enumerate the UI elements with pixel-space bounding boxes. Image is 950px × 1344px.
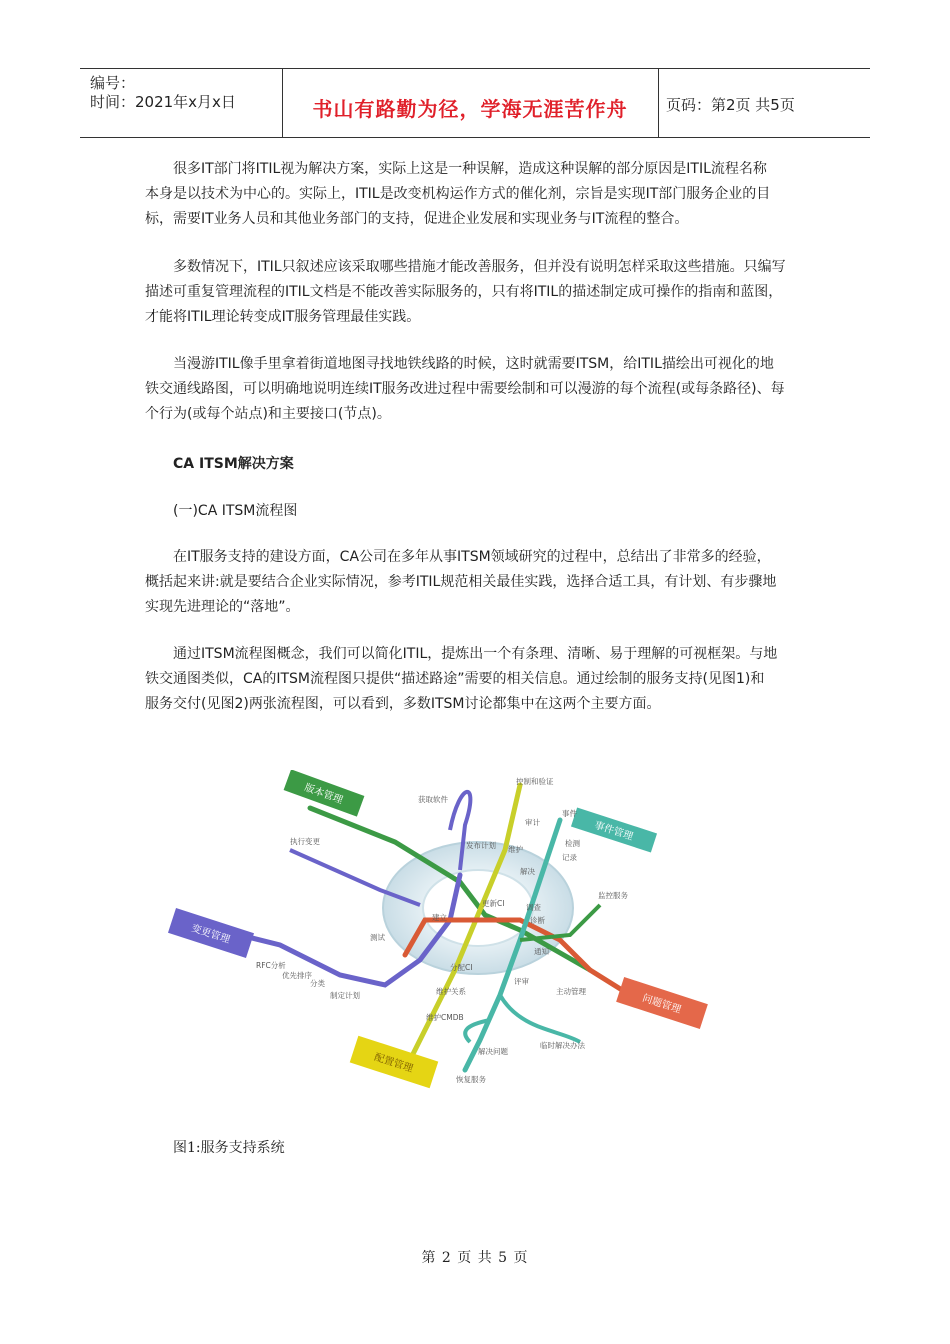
box-problem-management: [616, 977, 708, 1029]
station-label: 主动管理: [556, 987, 586, 996]
station-label: 分类: [310, 979, 325, 988]
document-number-label: 编号：: [90, 74, 136, 92]
header-page-number: 页码：第2页 共5页: [666, 96, 795, 114]
station-label: 制定计划: [330, 991, 360, 1000]
paragraph-line: 个行为(或每个站点)和主要接口(节点)。: [145, 406, 391, 422]
station-label: 分配CI: [450, 963, 473, 972]
paragraph-line: 当漫游ITIL像手里拿着街道地图寻找地铁线路的时候，这时就需要ITSM，给ITIL描绘出可视化的地: [173, 356, 774, 372]
paragraph-line: 很多IT部门将ITIL视为解决方案，实际上这是一种误解，造成这种误解的部分原因是ITIL流程名称: [173, 161, 767, 177]
station-label: 监控服务: [598, 891, 628, 900]
station-label: 评审: [514, 977, 529, 986]
station-label: 调查: [526, 903, 541, 912]
station-label: 事件: [562, 809, 577, 818]
station-label: 诊断: [530, 916, 545, 925]
header-motto-cell: [282, 69, 659, 137]
paragraph-line: 本身是以技术为中心的。实际上，ITIL是改变机构运作方式的催化剂，宗旨是实现IT部门服务企业的目: [145, 186, 771, 202]
document-time-label: 时间：2021年x月x日: [90, 93, 236, 111]
station-label: 恢复服务: [456, 1075, 486, 1084]
service-support-diagram: [160, 770, 720, 1100]
box-label: 问题管理: [640, 993, 683, 1016]
header-page-cell: [658, 69, 870, 137]
box-change-management: [168, 908, 254, 958]
paragraph-5: [145, 642, 813, 717]
station-label: 维护: [508, 845, 523, 854]
station-label: 测试: [370, 933, 385, 942]
paragraph-line: 多数情况下，ITIL只叙述应该采取哪些措施才能改善服务，但并没有说明怎样采取这些措施。只编写: [173, 259, 786, 275]
sub-heading: (一)CA ITSM流程图: [173, 503, 298, 519]
section-heading: CA ITSM解决方案: [173, 456, 294, 472]
station-label: 优先排序: [282, 971, 312, 980]
page-footer: 第 2 页 共 5 页: [421, 1250, 529, 1266]
box-version-management: [284, 770, 365, 817]
header-meta-cell: [80, 69, 283, 137]
station-label: 临时解决办法: [540, 1041, 585, 1050]
box-configuration-management: [350, 1036, 439, 1089]
paragraph-3: [145, 352, 813, 427]
station-label: 发布计划: [466, 841, 496, 850]
paragraph-line: 通过ITSM流程图概念，我们可以简化ITIL，提炼出一个有条理、清晰、易于理解的可视框架。与地: [173, 646, 778, 662]
station-label: 记录: [562, 853, 577, 862]
metro-map-svg: [160, 770, 720, 1100]
paragraph-2: [145, 255, 813, 330]
paragraph-line: 标，需要IT业务人员和其他业务部门的支持，促进企业发展和实现业务与IT流程的整合。: [145, 211, 689, 227]
paragraph-line: 实现先进理论的“落地”。: [145, 599, 300, 615]
paragraph-line: 铁交通图类似，CA的ITSM流程图只提供“描述路途”需要的相关信息。通过绘制的服务支持(见图1)和: [145, 671, 765, 687]
paragraph-line: 描述可重复管理流程的ITIL文档是不能改善实际服务的，只有将ITIL的描述制定成可操作的指南和蓝图，: [145, 284, 783, 300]
paragraph-line: 铁交通线路图，可以明确地说明连续IT服务改进过程中需要绘制和可以漫游的每个流程(或每条路径)、每: [145, 381, 785, 397]
paragraph-line: 概括起来讲:就是要结合企业实际情况，参考ITIL规范相关最佳实践，选择合适工具，有计划、有步骤地: [145, 574, 777, 590]
box-label: 配置管理: [372, 1052, 415, 1075]
station-label: 维护关系: [436, 987, 466, 996]
paragraph-line: 才能将ITIL理论转变成IT服务管理最佳实践。: [145, 309, 421, 325]
station-label: 获取软件: [418, 795, 448, 804]
box-incident-management: [571, 808, 657, 853]
paragraph-4: [145, 545, 813, 620]
station-label: 审计: [525, 818, 540, 827]
station-label: 控制和验证: [516, 777, 554, 786]
station-label: RFC分析: [256, 961, 286, 970]
station-label: 检测: [565, 839, 580, 848]
station-label: 维护CMDB: [426, 1013, 464, 1022]
station-label: 解决: [520, 867, 535, 876]
station-label: 通知: [534, 947, 549, 956]
line-teal-branch: [500, 995, 580, 1042]
paragraph-line: 在IT服务支持的建设方面，CA公司在多年从事ITSM领域研究的过程中，总结出了非常多的经验，: [173, 549, 771, 565]
paragraph-1: [145, 157, 813, 232]
station-label: 更新CI: [482, 899, 505, 908]
station-label: 解决问题: [478, 1047, 508, 1056]
box-label: 事件管理: [592, 820, 635, 843]
header-motto: 书山有路勤为径，学海无涯苦作舟: [312, 97, 628, 121]
box-label: 版本管理: [302, 782, 345, 807]
page-header: [80, 68, 870, 138]
figure-caption: 图1:服务支持系统: [173, 1140, 285, 1156]
paragraph-line: 服务交付(见图2)两张流程图，可以看到，多数ITSM讨论都集中在这两个主要方面。: [145, 696, 661, 712]
station-label: 执行变更: [290, 837, 320, 846]
station-label: 建立: [432, 913, 447, 922]
box-label: 变更管理: [189, 923, 232, 946]
